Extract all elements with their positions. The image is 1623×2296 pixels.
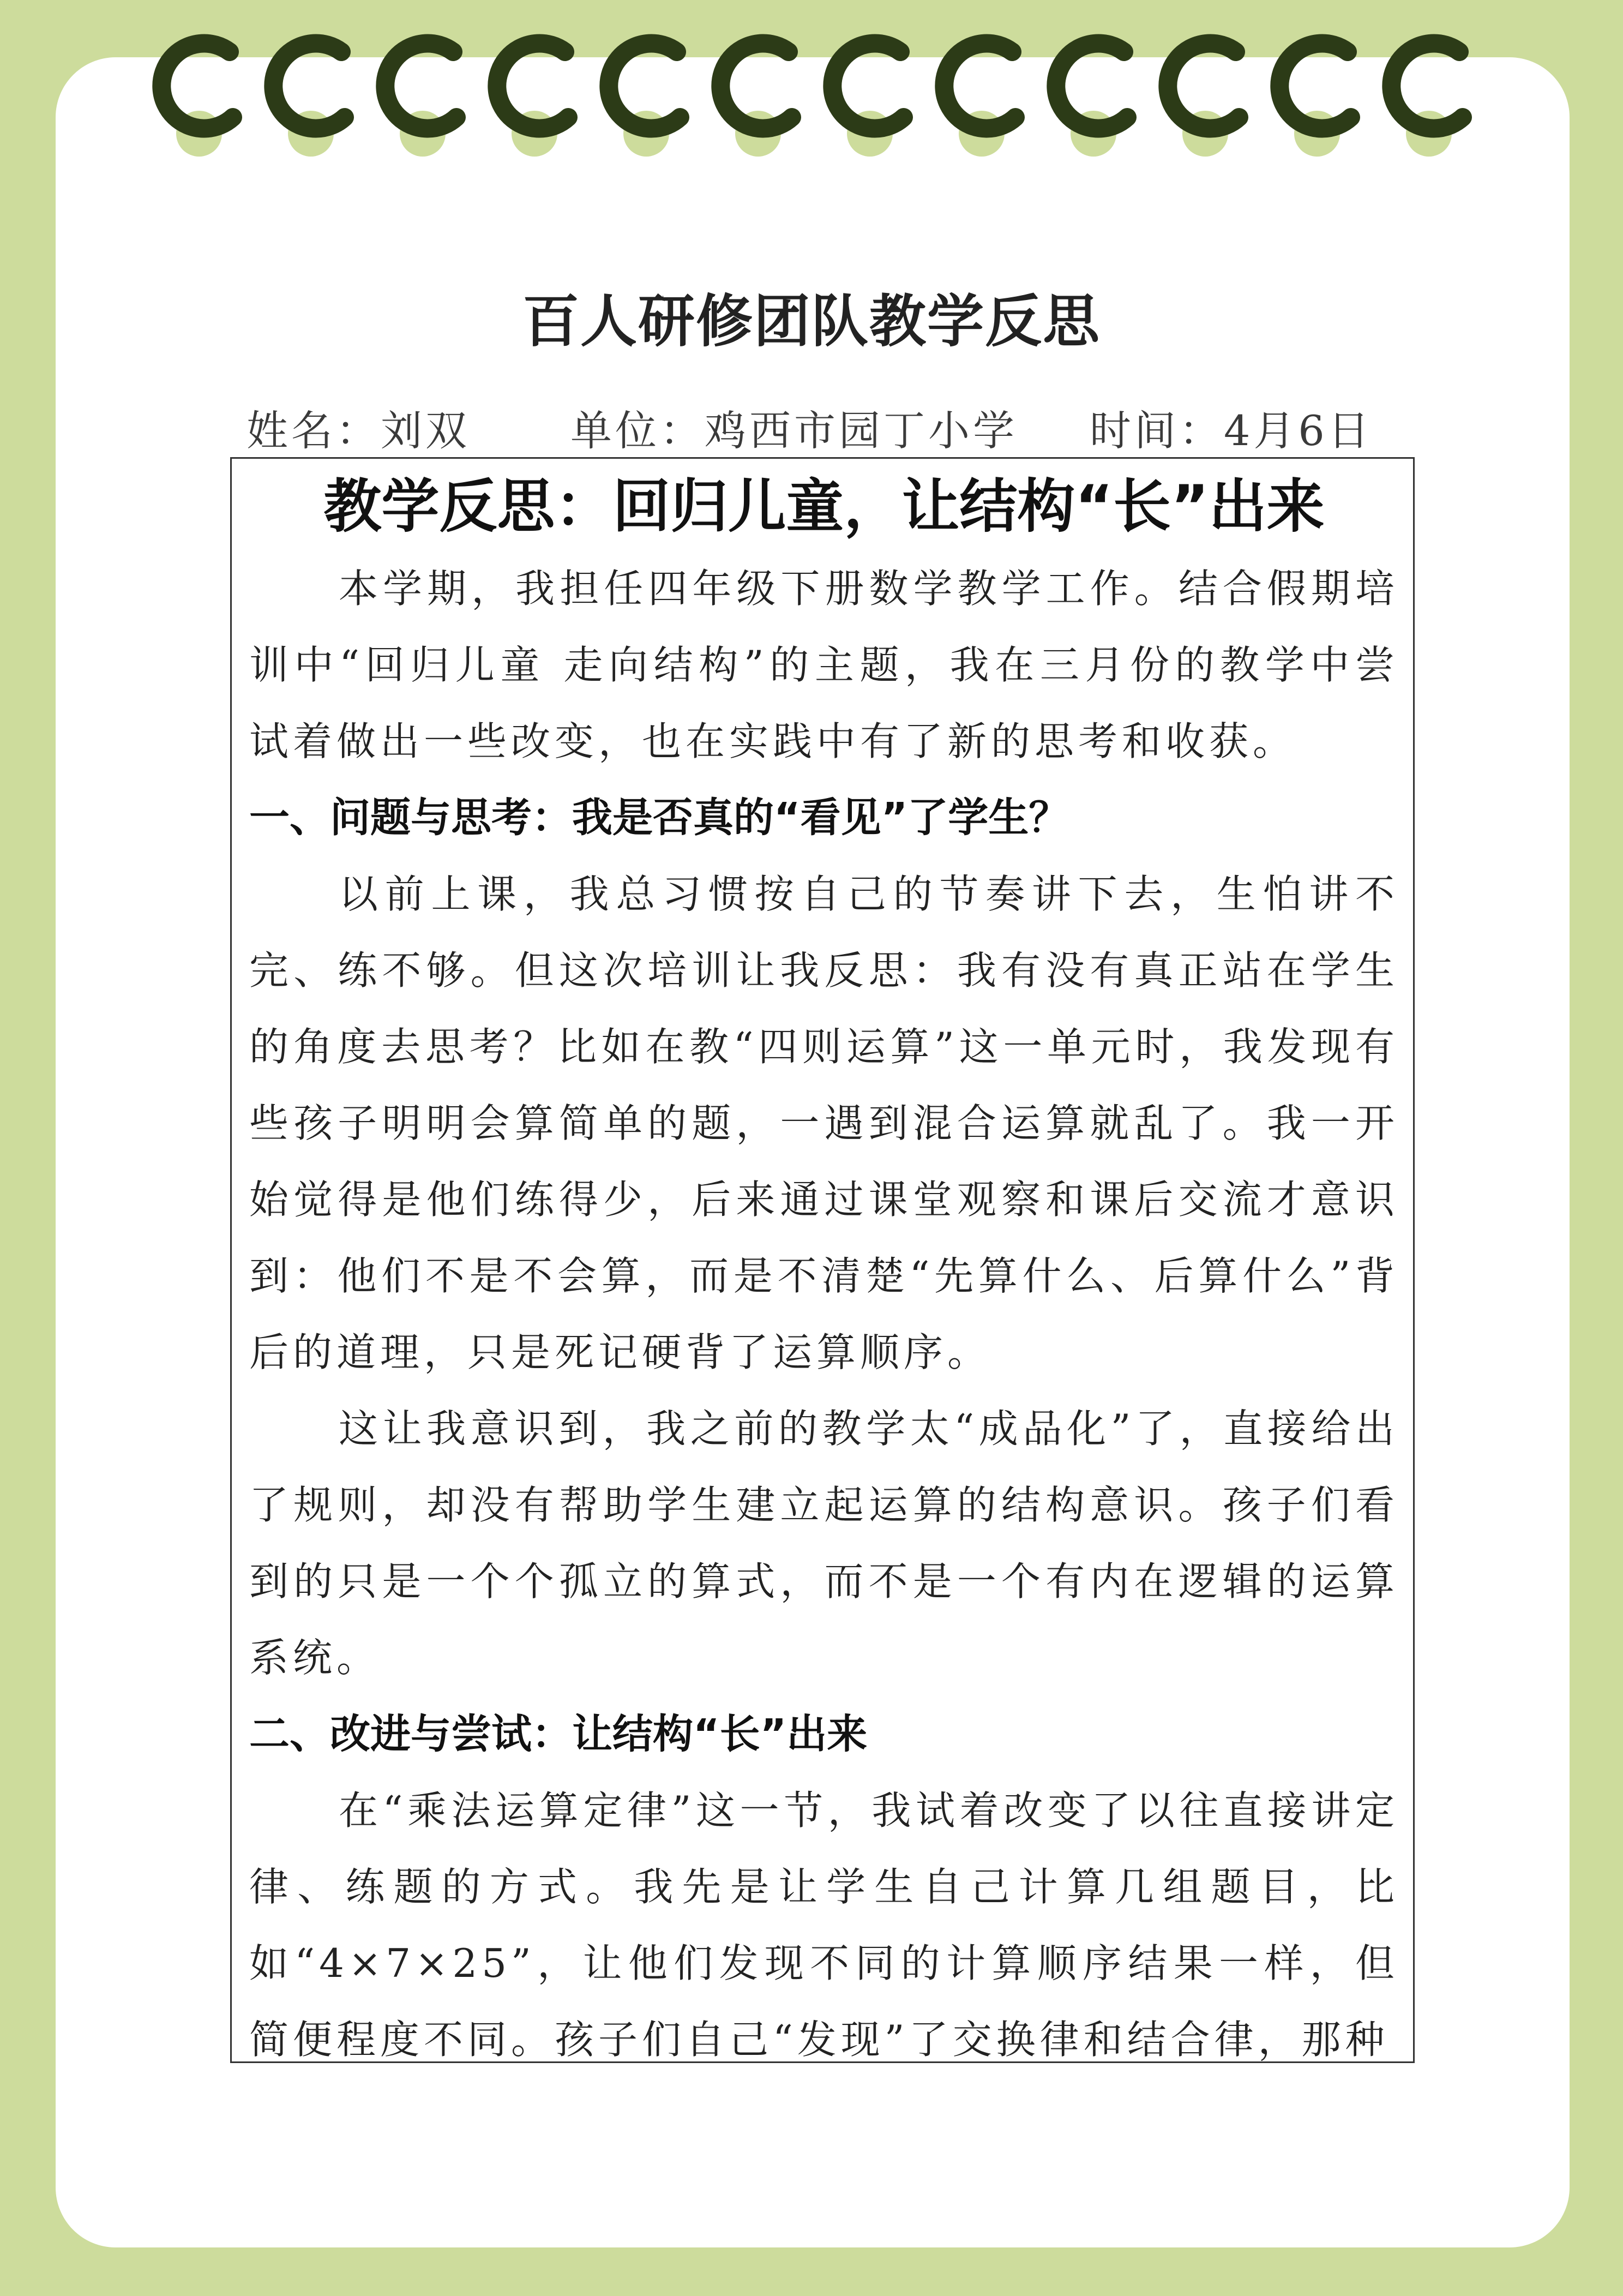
section-2-title: 二、改进与尝试：让结构“长”出来 xyxy=(249,1711,868,1758)
author-name: 姓名：刘双 xyxy=(247,406,470,455)
section-2-paragraph-1: 在“乘法运算定律”这一节，我试着改变了以往直接讲定律、练题的方式。我先是让学生自己计算几组题目，比如“4×7×25”，让他们发现不同的计算顺序结果一样，但简便程度不同。孩子们自己“发现”了交换律和结合律，那种 xyxy=(249,1788,1399,2063)
article-heading: 教学反思：回归儿童，让结构“长”出来 xyxy=(323,473,1325,540)
section-1-paragraph-2: 这让我意识到，我之前的教学太“成品化”了，直接给出了规则，却没有帮助学生建立起运算的结构意识。孩子们看到的只是一个个孤立的算式，而不是一个有内在逻辑的运算系统。 xyxy=(249,1406,1399,1681)
section-1-title: 一、问题与思考：我是否真的“看见”了学生？ xyxy=(249,794,1069,841)
intro-paragraph: 本学期，我担任四年级下册数学教学工作。结合假期培训中“回归儿童 走向结构”的主题，我在三月份的教学中尝试着做出一些改变，也在实践中有了新的思考和收获。 xyxy=(249,566,1399,764)
section-1-paragraph-1: 以前上课，我总习惯按自己的节奏讲下去，生怕讲不完、练不够。但这次培训让我反思：我有没有真正站在学生的角度去思考？比如在教“四则运算”这一单元时，我发现有些孩子明明会算简单的题，一遇到混合运算就乱了。我一开始觉得是他们练得少，后来通过课堂观察和课后交流才意识到：他们不是不会算，而是不清楚“先算什么、后算什么”背后的道理，只是死记硬背了运算顺序。 xyxy=(249,871,1399,1375)
reflection-content xyxy=(249,459,1399,2063)
report-date: 时间：4月6日 xyxy=(1090,406,1373,455)
page-title: 百人研修团队教学反思 xyxy=(522,288,1101,355)
author-unit: 单位：鸡西市园丁小学 xyxy=(570,406,1018,455)
reflection-box xyxy=(230,457,1415,2063)
